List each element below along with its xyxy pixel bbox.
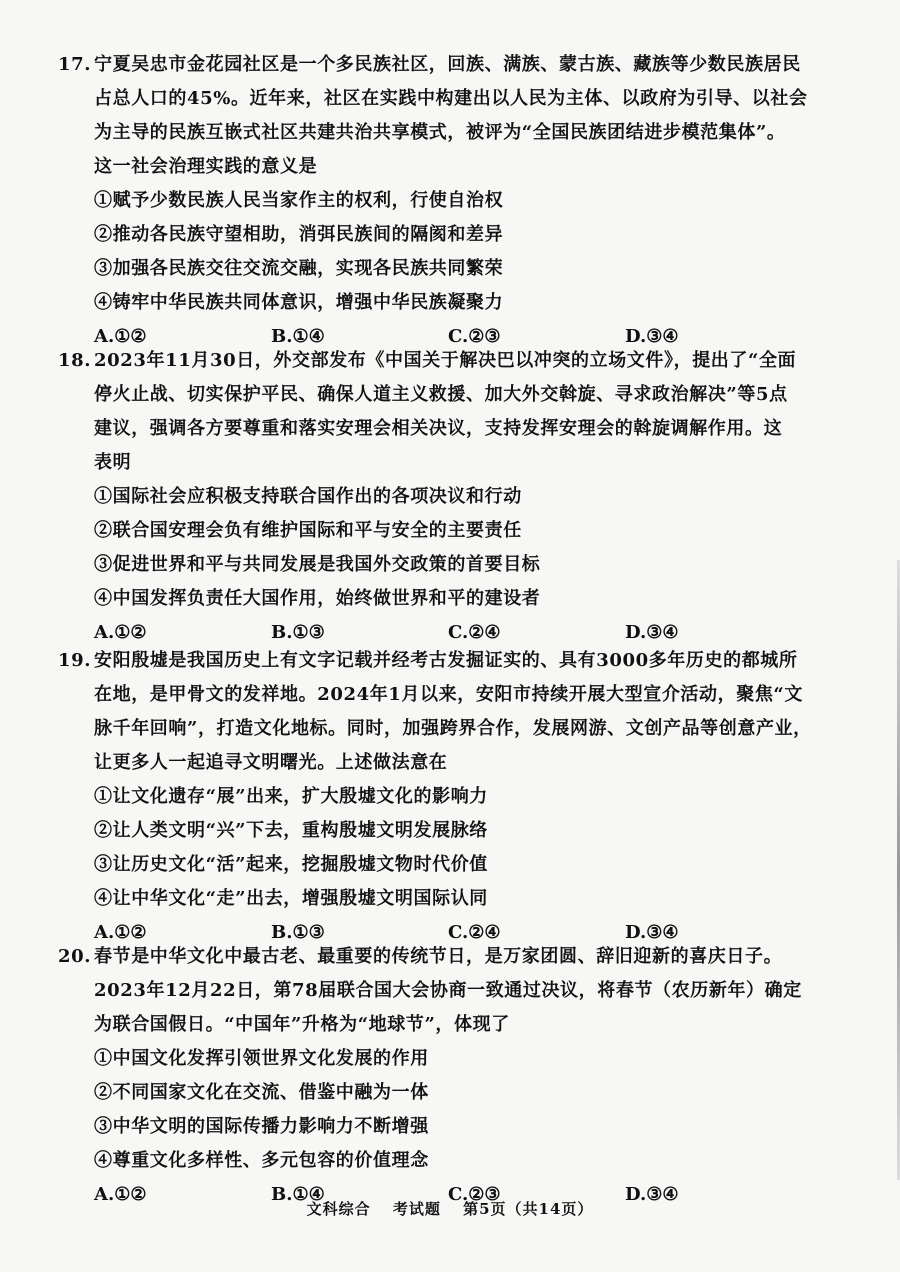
option-c[interactable]: C.②④ <box>448 922 501 943</box>
option-b[interactable]: B.①③ <box>271 922 325 943</box>
question-text-line: 为主导的民族互嵌式社区共建共治共享模式，被评为“全国民族团结进步模范集体”。 <box>94 122 786 143</box>
question-text-line: 安阳殷墟是我国历史上有文字记载并经考古发掘证实的、具有3000多年历史的都城所 <box>94 650 798 671</box>
page-footer <box>0 1198 900 1219</box>
option-b[interactable]: B.①④ <box>271 326 325 347</box>
question-text-line: 建议，强调各方要尊重和落实安理会相关决议，支持发挥安理会的斡旋调解作用。这 <box>94 418 783 439</box>
statement-2: ②让人类文明“兴”下去，重构殷墟文明发展脉络 <box>94 820 488 841</box>
statement-2: ②联合国安理会负有维护国际和平与安全的主要责任 <box>94 520 522 541</box>
answer-options <box>94 920 814 946</box>
statement-1: ①国际社会应积极支持联合国作出的各项决议和行动 <box>94 486 522 507</box>
question-text-line: 春节是中华文化中最古老、最重要的传统节日，是万家团圆、辞旧迎新的喜庆日子。 <box>94 946 783 967</box>
statement-3: ③让历史文化“活”起来，挖掘殷墟文物时代价值 <box>94 854 488 875</box>
question-number: 17. <box>58 54 92 75</box>
question-text-line: 占总人口的45%。近年来，社区在实践中构建出以人民为主体、以政府为引导、以社会 <box>94 88 808 109</box>
question-text-line: 宁夏吴忠市金花园社区是一个多民族社区，回族、满族、蒙古族、藏族等少数民族居民 <box>94 54 801 75</box>
option-d[interactable]: D.③④ <box>625 622 679 643</box>
option-a[interactable]: A.①② <box>94 622 147 643</box>
statement-4: ④中国发挥负责任大国作用，始终做世界和平的建设者 <box>94 588 541 609</box>
option-a[interactable]: A.①② <box>94 326 147 347</box>
statement-3: ③中华文明的国际传播力影响力不断增强 <box>94 1116 429 1137</box>
footer-subject: 文科综合 <box>306 1200 371 1218</box>
option-b[interactable]: B.①④ <box>271 1184 325 1205</box>
question-text-line: 在地，是甲骨文的发祥地。2024年1月以来，安阳市持续开展大型宣介活动，聚焦“文 <box>94 684 803 705</box>
statement-1: ①中国文化发挥引领世界文化发展的作用 <box>94 1048 429 1069</box>
question-text-line: 2023年11月30日，外交部发布《中国关于解决巴以冲突的立场文件》，提出了“全面 <box>94 350 797 371</box>
statement-4: ④让中华文化“走”出去，增强殷墟文明国际认同 <box>94 888 488 909</box>
question-text-line: 表明 <box>94 452 132 473</box>
question-number: 19. <box>58 650 92 671</box>
answer-options <box>94 324 814 350</box>
option-d[interactable]: D.③④ <box>625 922 679 943</box>
statement-3: ③加强各民族交往交流交融，实现各民族共同繁荣 <box>94 258 504 279</box>
answer-options <box>94 620 814 646</box>
question-text-line: 为联合国假日。“中国年”升格为“地球节”，体现了 <box>94 1014 510 1035</box>
question-number: 20. <box>58 946 92 967</box>
option-a[interactable]: A.①② <box>94 1184 147 1205</box>
statement-1: ①让文化遗存“展”出来，扩大殷墟文化的影响力 <box>94 786 488 807</box>
question-number: 18. <box>58 350 92 371</box>
option-a[interactable]: A.①② <box>94 922 147 943</box>
footer-paper: 考试题 <box>392 1200 441 1218</box>
question-text-line: 2023年12月22日，第78届联合国大会协商一致通过决议，将春节（农历新年）确定 <box>94 980 802 1001</box>
statement-4: ④尊重文化多样性、多元包容的价值理念 <box>94 1150 429 1171</box>
statement-1: ①赋予少数民族人民当家作主的权利，行使自治权 <box>94 190 504 211</box>
statement-4: ④铸牢中华民族共同体意识，增强中华民族凝聚力 <box>94 292 504 313</box>
footer-page-number: 第5页（共14页） <box>463 1200 594 1218</box>
option-c[interactable]: C.②③ <box>448 1184 501 1205</box>
option-d[interactable]: D.③④ <box>625 326 679 347</box>
option-b[interactable]: B.①③ <box>271 622 325 643</box>
option-d[interactable]: D.③④ <box>625 1184 679 1205</box>
statement-3: ③促进世界和平与共同发展是我国外交政策的首要目标 <box>94 554 541 575</box>
option-c[interactable]: C.②③ <box>448 326 501 347</box>
question-text-line: 这一社会治理实践的意义是 <box>94 156 318 177</box>
question-text-line: 脉千年回响”，打造文化地标。同时，加强跨界合作，发展网游、文创产品等创意产业， <box>94 718 812 739</box>
statement-2: ②推动各民族守望相助，消弭民族间的隔阂和差异 <box>94 224 504 245</box>
question-text-line: 停火止战、切实保护平民、确保人道主义救援、加大外交斡旋、寻求政治解决”等5点 <box>94 384 788 405</box>
statement-2: ②不同国家文化在交流、借鉴中融为一体 <box>94 1082 429 1103</box>
question-text-line: 让更多人一起追寻文明曙光。上述做法意在 <box>94 752 448 773</box>
option-c[interactable]: C.②④ <box>448 622 501 643</box>
